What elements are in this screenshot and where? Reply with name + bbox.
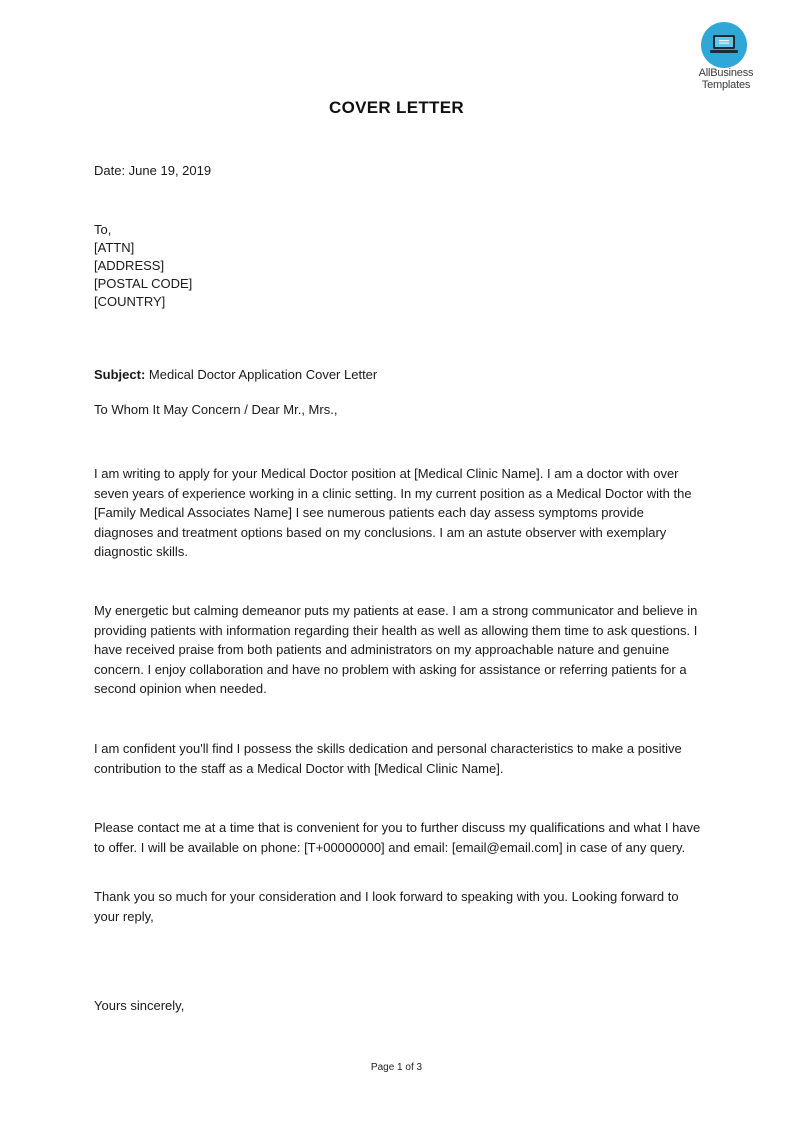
date-line: Date: June 19, 2019	[94, 163, 212, 178]
paragraph-3: I am confident you'll find I possess the skills dedication and personal characteristics to make a positive contribution to the staff as a Medical Doctor with [Medical Clinic Name].	[94, 741, 682, 776]
subject-label: Subject:	[94, 367, 146, 382]
recipient-address	[94, 221, 192, 311]
logo-line2: Templates	[701, 79, 751, 91]
paragraph-4: Please contact me at a time that is convenient for you to further discuss my qualifications and what I have to offer. I will be available on phone: [T+00000000] and email: [email@email.com] in case of any query.	[94, 820, 701, 855]
address-attn: [ATTN]	[94, 240, 135, 255]
logo-line1: AllBusiness	[698, 67, 754, 79]
address-postal: [POSTAL CODE]	[94, 276, 193, 291]
address-address: [ADDRESS]	[94, 258, 165, 273]
logo-circle	[701, 22, 747, 68]
paragraph-2: My energetic but calming demeanor puts my patients at ease. I am a strong communicator and believe in providing patients with information regarding their health as well as allowing them time to ask questions. I have received praise from both patients and administrators on my approachable nature and genuine concern. I enjoy collaboration and have no problem with asking for assistance or referring patients for a second opinion when needed.	[94, 603, 698, 696]
address-country: [COUNTRY]	[94, 294, 166, 309]
salutation: To Whom It May Concern / Dear Mr., Mrs.,	[94, 402, 338, 417]
address-to: To,	[94, 222, 112, 237]
logo-text	[690, 67, 762, 91]
paragraph-1: I am writing to apply for your Medical Doctor position at [Medical Clinic Name]. I am a doctor with over seven years of experience working in a clinic setting. In my current position as a Medical Doctor with the [Family Medical Associates Name] I see numerous patients each day assess symptoms provide diagnoses and treatment options based on my conclusions. I am an astute observer with exemplary diagnostic skills.	[94, 466, 692, 559]
allbusiness-templates-logo	[690, 22, 762, 94]
subject-line	[94, 365, 377, 385]
document-title: COVER LETTER	[329, 98, 464, 117]
paragraph-5: Thank you so much for your consideration and I look forward to speaking with you. Looking forward to your reply,	[94, 889, 679, 924]
page-number: Page 1 of 3	[370, 1062, 423, 1073]
subject-text: Medical Doctor Application Cover Letter	[145, 367, 378, 382]
laptop-icon	[701, 22, 747, 68]
closing: Yours sincerely,	[94, 998, 185, 1013]
